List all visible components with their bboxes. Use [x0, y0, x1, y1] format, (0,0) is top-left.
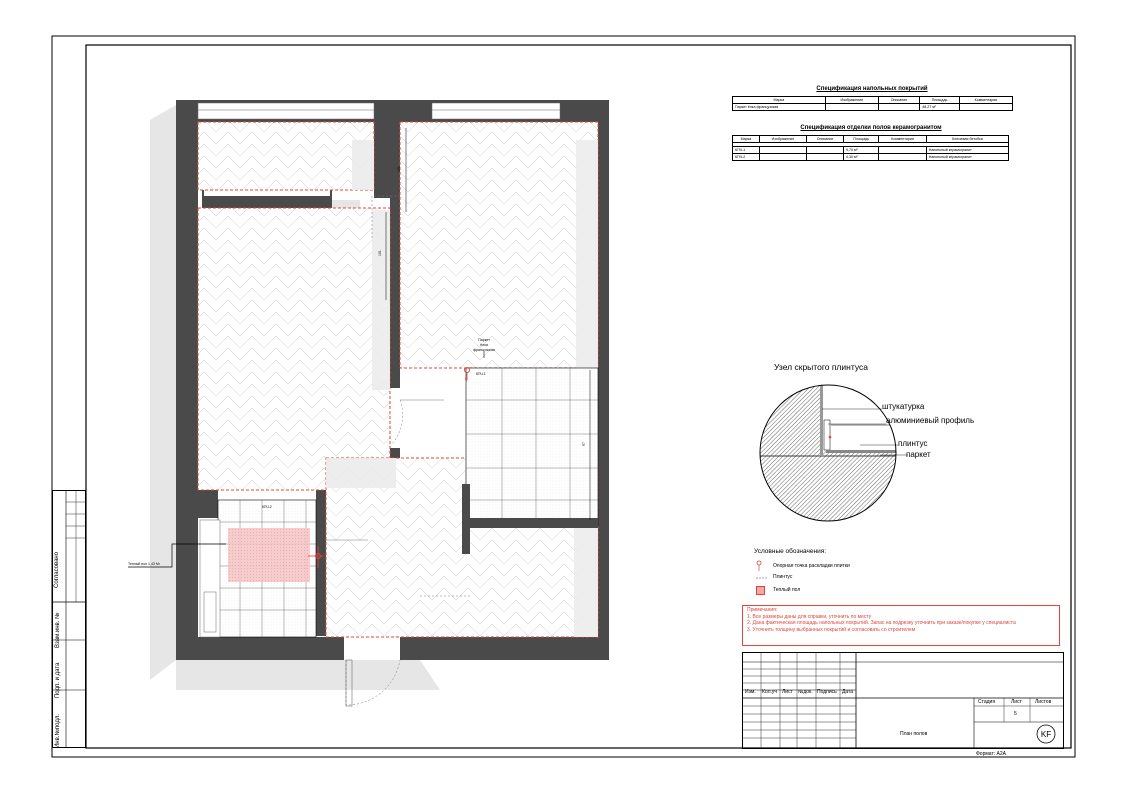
- tile-spec-header: Изображение: [759, 136, 806, 143]
- stamp-sheets-header: Листов: [1035, 699, 1052, 705]
- tile-spec-header: Площадь: [844, 136, 879, 143]
- tile-spec-header: Марка: [733, 136, 760, 143]
- stamp-col-date: Дата: [842, 689, 854, 695]
- note-line: 2. Дана фактическая площадь напольных покрытий. Запас на подрезку уточнить при заказе/покупке у специалиста: [747, 620, 1016, 627]
- tile-spec-cell: Напольный керамогранит: [926, 147, 1008, 154]
- tile-spec-cell: [879, 147, 926, 154]
- node-label-profile: алюминиевый профиль: [886, 416, 975, 425]
- notes-box: [742, 605, 1060, 646]
- warm-floor-swatch-icon: [756, 586, 765, 595]
- floor-spec-header: Марка: [733, 97, 826, 104]
- baseboard-line-icon: [756, 576, 768, 580]
- node-label-plaster: штукатурка: [882, 402, 925, 411]
- stamp-col-kol: Кол.уч: [762, 689, 777, 695]
- floor-spec-header: Комментарии: [959, 97, 1012, 104]
- tile-spec-cell: [879, 154, 926, 161]
- side-stamp-inv: Взам.инв. №: [55, 612, 61, 648]
- stamp-col-list: Лист: [782, 689, 793, 695]
- tile-spec-cell: Напольный керамогранит: [926, 154, 1008, 161]
- tile-spec-cell: [759, 154, 806, 161]
- dimension-1: 101: [397, 166, 401, 172]
- tile-label-2: КПЧ-2: [262, 505, 272, 509]
- notes-title: Примечания:: [747, 607, 778, 613]
- floor-spec-cell: [878, 104, 919, 111]
- svg-text:Теплый пол 1,43 М²: Теплый пол 1,43 М²: [128, 562, 160, 566]
- legend-label: Теплый пол: [773, 587, 801, 593]
- stamp-stage-header: Стадия: [978, 699, 996, 705]
- stamp-sheet-number: 5: [1014, 711, 1017, 717]
- tile-reference-point-icon: [756, 560, 766, 572]
- tile-area-2: [200, 500, 316, 637]
- node-label-baseboard: плинтус: [898, 439, 928, 448]
- tile-spec-cell: [807, 147, 844, 154]
- legend-label: Плинтус: [773, 574, 793, 580]
- dimension-3: 97: [582, 442, 586, 446]
- svg-text:КПЧ-1: КПЧ-1: [476, 372, 486, 376]
- tile-spec-cell: [807, 154, 844, 161]
- logo: KF: [1040, 730, 1052, 739]
- floor-spec-title: Спецификация напольных покрытий: [816, 86, 928, 92]
- tile-area-1: [462, 368, 598, 554]
- side-stamp-agreed: Согласовано: [54, 551, 60, 588]
- svg-text:Паркет: Паркет: [478, 338, 490, 342]
- stamp-sheet-title: План полов: [900, 731, 928, 737]
- dimension-2: 101: [378, 250, 382, 256]
- node-title: Узел скрытого плинтуса: [774, 362, 868, 372]
- title-block: [742, 652, 1064, 764]
- side-stamp-sign: Подп. и дата: [55, 662, 61, 698]
- tile-spec-header: Описание: [807, 136, 844, 143]
- stamp-col-doc: №док.: [798, 689, 813, 695]
- tile-spec-cell: [759, 147, 806, 154]
- stamp-col-sign: Подпись: [817, 689, 837, 695]
- floor-spec-header: Изображение: [825, 97, 878, 104]
- floor-spec-cell: 48,27 м²: [920, 104, 960, 111]
- floor-spec-cell: [825, 104, 878, 111]
- note-line: 3. Уточнить толщину выбранных покрытий и согласовать со строителем: [747, 626, 916, 633]
- stamp-col-izm: Изм.: [745, 689, 756, 695]
- stamp-format: Формат: А2А: [976, 751, 1006, 757]
- svg-text:ёлка: ёлка: [480, 343, 488, 347]
- svg-text:французская: французская: [473, 348, 495, 352]
- floor-spec-table: [732, 96, 1013, 111]
- tile-spec-header: Комментарии: [879, 136, 926, 143]
- floor-spec-cell: [959, 104, 1012, 111]
- tile-spec-title: Спецификация отделки полов керамогранитом: [800, 125, 942, 131]
- tile-spec-cell: КПЧ-1: [733, 147, 760, 154]
- tile-spec-cell: 4,30 м²: [844, 154, 879, 161]
- tile-spec-header: Ключевая бетобка: [926, 136, 1008, 143]
- node-label-parquet: паркет: [906, 450, 931, 459]
- floor-spec-header: Площадь: [920, 97, 960, 104]
- side-stamp-inv-orig: Инв.№подл.: [55, 713, 61, 748]
- floor-spec-cell: Паркет ёлка французская: [733, 104, 826, 111]
- legend-label: Опорная точка раскладки плитки: [773, 563, 850, 569]
- tile-spec-cell: КПЧ-2: [733, 154, 760, 161]
- note-line: 1. Все размеры даны для справки, уточнить по месту: [747, 613, 872, 620]
- floor-spec-header: Описание: [878, 97, 919, 104]
- tile-spec-cell: 9,70 м²: [844, 147, 879, 154]
- stamp-sheet-header: Лист: [1011, 699, 1022, 705]
- legend-title: Условные обозначения:: [754, 548, 827, 555]
- tile-spec-table: [732, 135, 1009, 161]
